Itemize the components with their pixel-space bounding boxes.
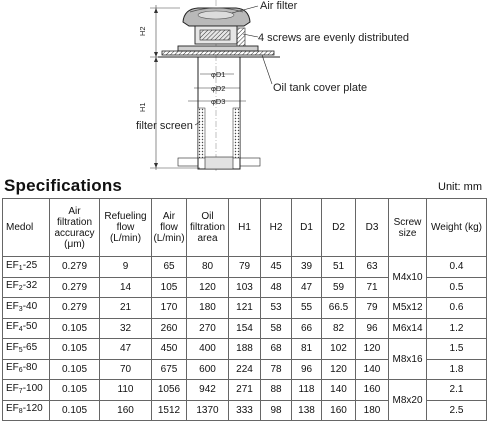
- h1-cell: 79: [229, 257, 261, 278]
- d3-cell: 79: [356, 298, 389, 319]
- air-flow-cell: 1056: [152, 380, 187, 401]
- h2-cell: 58: [261, 318, 292, 339]
- weight-cell: 1.5: [427, 339, 487, 360]
- screws-label: 4 screws are evenly distributed: [258, 32, 410, 44]
- air-flow-cell: 65: [152, 257, 187, 278]
- d3-cell: 96: [356, 318, 389, 339]
- weight-cell: 0.5: [427, 277, 487, 298]
- weight-cell: 1.2: [427, 318, 487, 339]
- header-h1: H1: [229, 199, 261, 257]
- air-filter-label: Air filter: [260, 0, 298, 12]
- area-cell: 1370: [187, 400, 229, 421]
- area-cell: 180: [187, 298, 229, 319]
- accuracy-cell: 0.105: [50, 318, 100, 339]
- h2-cell: 98: [261, 400, 292, 421]
- model-cell: $EF_6-80$: [3, 359, 50, 380]
- flange: [178, 46, 258, 51]
- area-cell: 80: [187, 257, 229, 278]
- unit-label: Unit: mm: [438, 181, 482, 193]
- d1-cell: 118: [292, 380, 322, 401]
- table-row: [3, 298, 487, 319]
- cover-plate-label: Oil tank cover plate: [273, 82, 368, 94]
- header-weight: Weight (kg): [427, 199, 487, 257]
- air-flow-cell: 1512: [152, 400, 187, 421]
- header-model: Medol: [3, 199, 50, 257]
- area-cell: 400: [187, 339, 229, 360]
- weight-cell: 0.6: [427, 298, 487, 319]
- model-cell: $EF_4-50$: [3, 318, 50, 339]
- model-cell: $EF_8-120$: [3, 400, 50, 421]
- air-flow-cell: 450: [152, 339, 187, 360]
- h2-cell: 78: [261, 359, 292, 380]
- h1-cell: 333: [229, 400, 261, 421]
- screw-size-cell: M5x12: [389, 298, 427, 319]
- refuel-cell: 14: [100, 277, 152, 298]
- header-d1: D1: [292, 199, 322, 257]
- h1-cell: 103: [229, 277, 261, 298]
- d2-cell: 82: [322, 318, 356, 339]
- h1-cell: 121: [229, 298, 261, 319]
- table-header-row: [3, 199, 487, 257]
- d3-cell: 120: [356, 339, 389, 360]
- header-filtration-area: Oil filtration area: [187, 199, 229, 257]
- area-cell: 600: [187, 359, 229, 380]
- refuel-cell: 110: [100, 380, 152, 401]
- header-d3: D3: [356, 199, 389, 257]
- header-d2: D2: [322, 199, 356, 257]
- refuel-cell: 70: [100, 359, 152, 380]
- d3-cell: 180: [356, 400, 389, 421]
- model-cell: $EF_3-40$: [3, 298, 50, 319]
- h2-cell: 45: [261, 257, 292, 278]
- air-flow-cell: 105: [152, 277, 187, 298]
- h1-label: H1: [138, 102, 147, 112]
- screw-size-cell: M8x16: [389, 339, 427, 380]
- header-refuel-flow: Refueling flow (L/min): [100, 199, 152, 257]
- h1-cell: 154: [229, 318, 261, 339]
- h2-cell: 53: [261, 298, 292, 319]
- d2-cell: 66.5: [322, 298, 356, 319]
- refuel-cell: 9: [100, 257, 152, 278]
- model-cell: $EF_5-65$: [3, 339, 50, 360]
- d3-cell: 63: [356, 257, 389, 278]
- accuracy-cell: 0.105: [50, 380, 100, 401]
- accuracy-cell: 0.279: [50, 277, 100, 298]
- d1-cell: 96: [292, 359, 322, 380]
- air-flow-cell: 675: [152, 359, 187, 380]
- table-row: [3, 318, 487, 339]
- table-row: [3, 380, 487, 401]
- d3-cell: 160: [356, 380, 389, 401]
- d2-cell: 59: [322, 277, 356, 298]
- accuracy-cell: 0.105: [50, 359, 100, 380]
- model-cell: $EF_7-100$: [3, 380, 50, 401]
- d3-cell: 71: [356, 277, 389, 298]
- refuel-cell: 47: [100, 339, 152, 360]
- refuel-cell: 21: [100, 298, 152, 319]
- weight-cell: 0.4: [427, 257, 487, 278]
- filter-cross-section-svg: [0, 0, 488, 175]
- d1-cell: 39: [292, 257, 322, 278]
- refuel-cell: 32: [100, 318, 152, 339]
- tank-cover-plate: [162, 51, 274, 55]
- h2-label: H2: [138, 26, 147, 36]
- area-cell: 942: [187, 380, 229, 401]
- h1-cell: 271: [229, 380, 261, 401]
- model-cell: $EF_1-25$: [3, 257, 50, 278]
- specifications-heading: Specifications: [4, 176, 123, 195]
- weight-cell: 2.5: [427, 400, 487, 421]
- d2-cell: 160: [322, 400, 356, 421]
- h1-cell: 188: [229, 339, 261, 360]
- accuracy-cell: 0.105: [50, 400, 100, 421]
- screw-size-cell: M4x10: [389, 257, 427, 298]
- header-accuracy: Air filtration accuracy (μm): [50, 199, 100, 257]
- table-row: [3, 339, 487, 360]
- d1-cell: 55: [292, 298, 322, 319]
- d2-label: φD2: [211, 84, 226, 93]
- weight-cell: 2.1: [427, 380, 487, 401]
- air-flow-cell: 170: [152, 298, 187, 319]
- d2-cell: 51: [322, 257, 356, 278]
- specifications-table: [2, 198, 487, 421]
- header-h2: H2: [261, 199, 292, 257]
- area-cell: 120: [187, 277, 229, 298]
- technical-drawing: [0, 0, 488, 175]
- model-cell: $EF_2-32$: [3, 277, 50, 298]
- h2-cell: 68: [261, 339, 292, 360]
- screw-size-cell: M6x14: [389, 318, 427, 339]
- screw-size-cell: M8x20: [389, 380, 427, 421]
- d1-cell: 138: [292, 400, 322, 421]
- accuracy-cell: 0.279: [50, 257, 100, 278]
- header-air-flow: Air flow (L/min): [152, 199, 187, 257]
- air-flow-cell: 260: [152, 318, 187, 339]
- accuracy-cell: 0.279: [50, 298, 100, 319]
- d2-cell: 102: [322, 339, 356, 360]
- d1-cell: 81: [292, 339, 322, 360]
- d1-cell: 47: [292, 277, 322, 298]
- d1-cell: 66: [292, 318, 322, 339]
- refuel-cell: 160: [100, 400, 152, 421]
- d1-label: φD1: [211, 70, 226, 79]
- d3-cell: 140: [356, 359, 389, 380]
- d3-label: φD3: [211, 97, 226, 106]
- accuracy-cell: 0.105: [50, 339, 100, 360]
- header-screw-size: Screw size: [389, 199, 427, 257]
- table-row: [3, 257, 487, 278]
- h1-cell: 224: [229, 359, 261, 380]
- weight-cell: 1.8: [427, 359, 487, 380]
- d2-cell: 120: [322, 359, 356, 380]
- area-cell: 270: [187, 318, 229, 339]
- filter-screen-mesh: [198, 108, 205, 158]
- h2-cell: 88: [261, 380, 292, 401]
- filter-screen-label: filter screen: [136, 120, 193, 132]
- d2-cell: 140: [322, 380, 356, 401]
- h2-cell: 48: [261, 277, 292, 298]
